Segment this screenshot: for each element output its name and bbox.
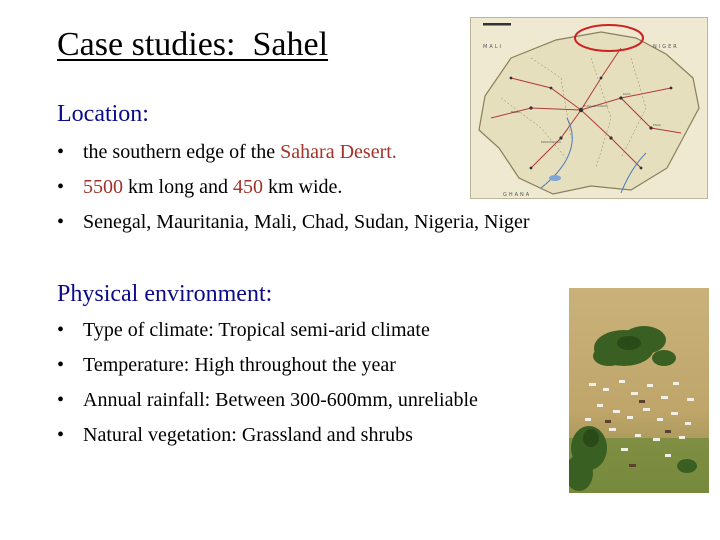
- bullet-marker: •: [57, 176, 65, 198]
- svg-text:KAYA: KAYA: [623, 92, 631, 96]
- bullet-marker: •: [57, 389, 65, 411]
- bullet-text: Natural vegetation: Grassland and shrubs: [83, 424, 413, 446]
- sahel-region-map: [470, 17, 708, 199]
- physical-bullet-item: [55, 313, 478, 348]
- highlighted-text: 5500: [83, 176, 123, 198]
- svg-text:OUAGADOUGOU: OUAGADOUGOU: [583, 104, 608, 108]
- map-label-ghana: GHANA: [503, 192, 532, 198]
- location-bullet-list: [55, 135, 530, 240]
- bullet-text: km wide.: [263, 176, 343, 198]
- bullet-text: km long and: [123, 176, 233, 198]
- bullet-text: Temperature: High throughout the year: [83, 354, 396, 376]
- bullet-text: Type of climate: Tropical semi-arid climate: [83, 319, 430, 341]
- highlighted-text: 450: [233, 176, 263, 198]
- bullet-text: the southern edge of the: [83, 141, 281, 163]
- highlighted-text: Sahara Desert.: [280, 141, 397, 163]
- location-bullet-item: [55, 170, 530, 205]
- physical-bullet-item: [55, 418, 478, 453]
- location-heading: Location:: [57, 101, 149, 127]
- sahel-grassland-photo: [569, 288, 709, 493]
- map-scale-bar: [483, 23, 511, 26]
- physical-bullet-item: [55, 348, 478, 383]
- physical-bullet-list: [55, 313, 478, 453]
- map-label-mali: MALI: [483, 44, 503, 50]
- map-label-niger: NIGER: [653, 44, 679, 50]
- bullet-marker: •: [57, 141, 65, 163]
- bullet-marker: •: [57, 211, 65, 233]
- photo-illustration: [569, 288, 709, 493]
- bullet-marker: •: [57, 424, 65, 446]
- location-bullet-item: [55, 205, 530, 240]
- location-bullet-item: [55, 135, 530, 170]
- svg-text:KOUDOUGOU: KOUDOUGOU: [541, 140, 562, 144]
- svg-text:BOBO: BOBO: [511, 110, 520, 114]
- map-illustration: [471, 18, 707, 198]
- bullet-marker: •: [57, 319, 65, 341]
- svg-text:FADA: FADA: [653, 123, 661, 127]
- bullet-text: Senegal, Mauritania, Mali, Chad, Sudan, Nigeria, Niger: [83, 211, 530, 233]
- physical-environment-heading: Physical environment:: [57, 281, 273, 307]
- slide-title: Case studies: Sahel: [57, 26, 329, 63]
- bullet-marker: •: [57, 354, 65, 376]
- bullet-text: Annual rainfall: Between 300-600mm, unreliable: [83, 389, 478, 411]
- lake: [549, 175, 561, 181]
- physical-bullet-item: [55, 383, 478, 418]
